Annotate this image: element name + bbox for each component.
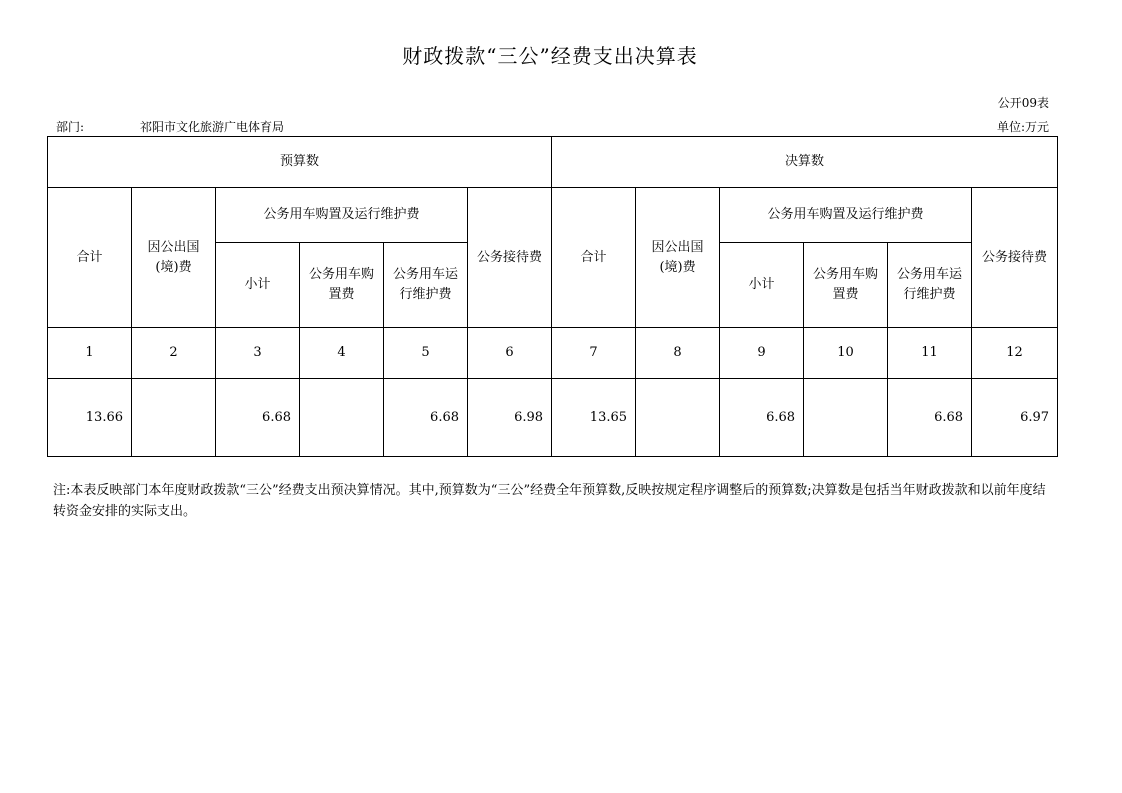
column-number: 4 xyxy=(300,328,384,379)
value-cell xyxy=(804,379,888,457)
value-cell: 13.65 xyxy=(552,379,636,457)
column-number: 2 xyxy=(132,328,216,379)
column-number: 9 xyxy=(720,328,804,379)
final-total-header: 合计 xyxy=(552,188,636,328)
final-vehicle-operation-header: 公务用车运行维护费 xyxy=(888,243,972,328)
final-header: 决算数 xyxy=(552,137,1058,188)
budget-total-header: 合计 xyxy=(48,188,132,328)
column-number: 5 xyxy=(384,328,468,379)
column-number: 6 xyxy=(468,328,552,379)
column-number: 1 xyxy=(48,328,132,379)
value-cell xyxy=(132,379,216,457)
final-abroad-header: 因公出国(境)费 xyxy=(636,188,720,328)
value-row xyxy=(48,379,1058,457)
value-cell: 6.98 xyxy=(468,379,552,457)
column-number: 12 xyxy=(972,328,1058,379)
column-number: 11 xyxy=(888,328,972,379)
page-title: 财政拨款“三公”经费支出决算表 xyxy=(402,44,698,68)
department-value: 祁阳市文化旅游广电体育局 xyxy=(140,120,285,134)
final-vehicle-header: 公务用车购置及运行维护费 xyxy=(720,188,972,243)
column-number: 3 xyxy=(216,328,300,379)
department-label: 部门: xyxy=(56,120,85,134)
column-number: 10 xyxy=(804,328,888,379)
budget-subtotal-header: 小计 xyxy=(216,243,300,328)
value-cell: 6.97 xyxy=(972,379,1058,457)
column-number: 8 xyxy=(636,328,720,379)
budget-header: 预算数 xyxy=(48,137,552,188)
value-cell: 13.66 xyxy=(48,379,132,457)
budget-reception-header: 公务接待费 xyxy=(468,188,552,328)
budget-vehicle-operation-header: 公务用车运行维护费 xyxy=(384,243,468,328)
form-number: 公开09表 xyxy=(997,96,1049,110)
budget-abroad-header: 因公出国(境)费 xyxy=(132,188,216,328)
footnote: 注:本表反映部门本年度财政拨款“三公”经费支出预决算情况。其中,预算数为“三公”经费全年预算数,反映按规定程序调整后的预算数;决算数是包括当年财政拨款和以前年度结转资金安排的实际支出。 xyxy=(53,483,1046,519)
unit-label: 单位:万元 xyxy=(996,120,1049,134)
final-subtotal-header: 小计 xyxy=(720,243,804,328)
column-number: 7 xyxy=(552,328,636,379)
value-cell: 6.68 xyxy=(888,379,972,457)
column-number-row xyxy=(48,328,1058,379)
value-cell: 6.68 xyxy=(720,379,804,457)
budget-vehicle-header: 公务用车购置及运行维护费 xyxy=(216,188,468,243)
value-cell: 6.68 xyxy=(384,379,468,457)
budget-vehicle-purchase-header: 公务用车购置费 xyxy=(300,243,384,328)
value-cell xyxy=(300,379,384,457)
expenditure-table xyxy=(47,136,1058,457)
value-cell xyxy=(636,379,720,457)
final-reception-header: 公务接待费 xyxy=(972,188,1058,328)
final-vehicle-purchase-header: 公务用车购置费 xyxy=(804,243,888,328)
value-cell: 6.68 xyxy=(216,379,300,457)
